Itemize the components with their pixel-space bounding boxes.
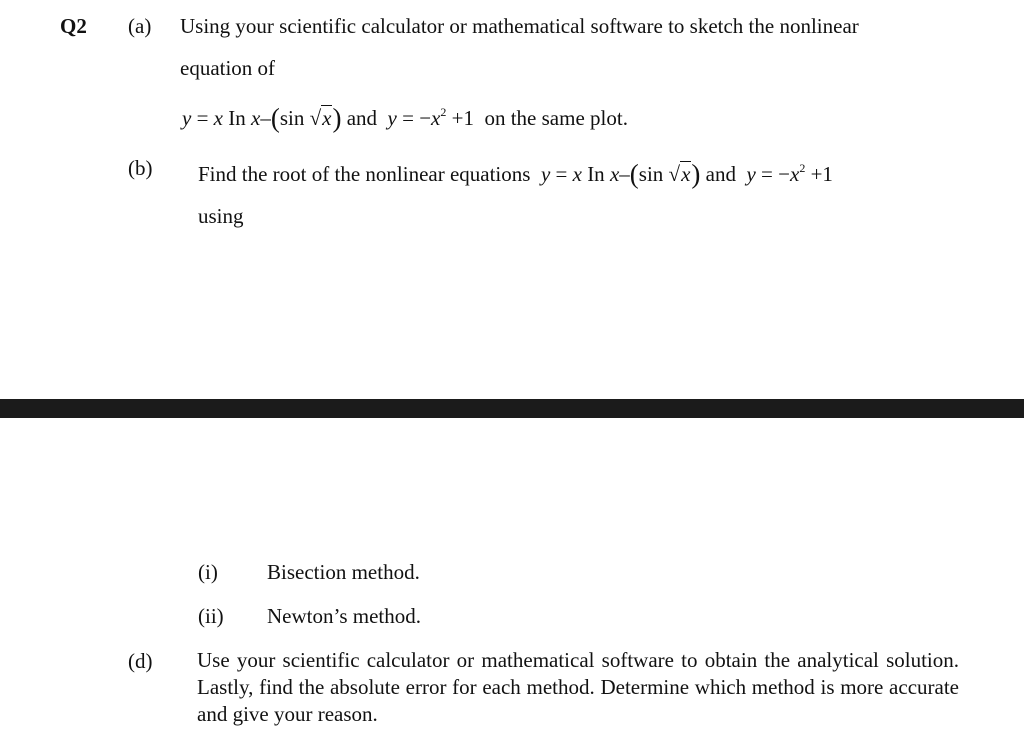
part-a-equation-line <box>182 99 628 131</box>
part-b-line2: using <box>198 204 244 228</box>
part-d-label: (d) <box>128 649 153 673</box>
part-d-text: Use your scientific calculator or mathematical software to obtain the analytical solution. Lastly, find the absolute error for each method. Determine which method is more accurate and give your reason. <box>197 648 959 726</box>
eq-minus: – <box>260 106 271 130</box>
eq-x: x <box>431 106 441 130</box>
sqrt-icon: √ <box>309 106 322 130</box>
question-number: Q2 <box>60 14 87 38</box>
part-a-line2: equation of <box>180 56 276 80</box>
sub-item-text-i: Bisection method. <box>267 560 420 584</box>
eq-ln: In <box>587 162 605 186</box>
divider-bar <box>0 399 1024 418</box>
eq-close-paren: ) <box>691 159 701 189</box>
sub-item-text-ii: Newton’s method. <box>267 604 421 628</box>
eq-neg: − <box>778 162 790 186</box>
eq-sin: sin <box>279 106 305 130</box>
eq-equals: = <box>761 162 773 186</box>
sqrt-icon: √ <box>668 162 681 186</box>
eq-plus-one: +1 <box>451 106 474 130</box>
part-b-lead: Find the root of the nonlinear equations <box>198 162 531 186</box>
eq-x: x <box>251 106 261 130</box>
eq-neg: − <box>419 106 432 130</box>
eq-radicand: x <box>322 106 332 130</box>
eq-equals: = <box>196 106 209 130</box>
eq-equals: = <box>402 106 414 130</box>
eq-ln: In <box>228 106 246 130</box>
eq-exponent: 2 <box>440 105 447 119</box>
eq-y: y <box>387 106 397 130</box>
eq-open-paren: ( <box>270 103 280 133</box>
part-b-label: (b) <box>128 156 153 180</box>
eq-x: x <box>789 162 800 186</box>
eq-x: x <box>609 162 620 186</box>
eq-y: y <box>182 106 192 130</box>
eq-exponent: 2 <box>799 161 806 175</box>
eq-sin: sin <box>638 162 664 186</box>
eq-close-paren: ) <box>332 103 342 133</box>
part-a-line1: Using your scientific calculator or mathematical software to sketch the nonlinear <box>180 14 859 38</box>
eq-x: x <box>572 162 582 186</box>
eq-radicand: x <box>681 162 691 186</box>
eq-equals: = <box>555 162 568 186</box>
part-a-label: (a) <box>128 14 152 38</box>
eq-plus-one: +1 <box>810 162 833 186</box>
part-a-joiner: and <box>346 106 378 130</box>
part-b-joiner: and <box>705 162 736 186</box>
sub-item-label-i: (i) <box>198 560 218 584</box>
eq-y: y <box>540 162 551 186</box>
eq-minus: – <box>619 162 630 186</box>
eq-open-paren: ( <box>629 159 639 189</box>
eq-y: y <box>746 162 756 186</box>
eq-x: x <box>213 106 223 130</box>
part-a-tail: on the same plot. <box>484 106 628 130</box>
sub-item-label-ii: (ii) <box>198 604 224 628</box>
part-b-equation-line <box>198 155 833 187</box>
